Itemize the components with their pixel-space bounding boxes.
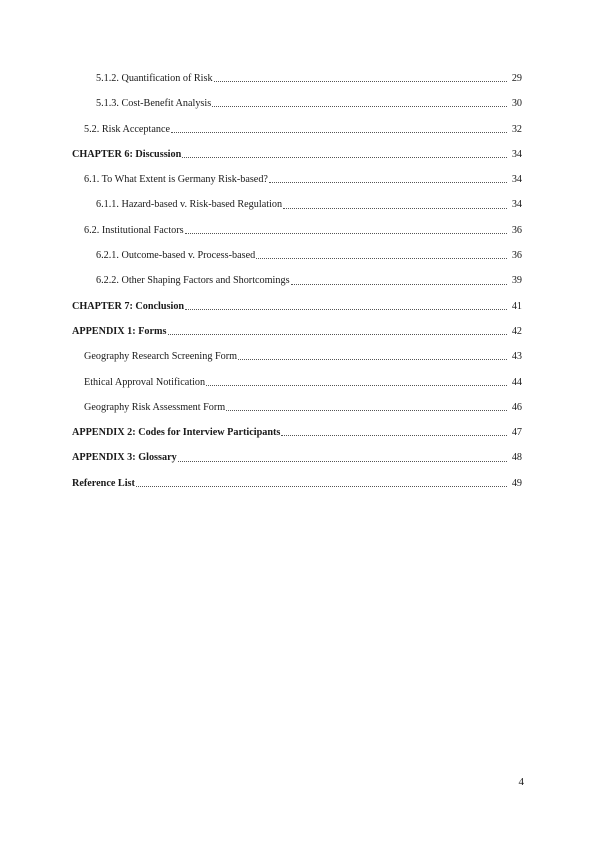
toc-leader-dots (185, 309, 507, 310)
toc-leader-dots (269, 182, 507, 183)
toc-entry-page: 29 (511, 73, 522, 84)
toc-entry-page: 46 (511, 401, 522, 413)
toc-leader-dots (168, 334, 507, 335)
toc-entry-title: Geography Risk Assessment Form (84, 401, 226, 413)
toc-entry[interactable] (72, 370, 522, 395)
toc-leader-dots (185, 233, 507, 234)
toc-entry-page: 42 (511, 325, 522, 337)
toc-entry[interactable] (72, 243, 522, 268)
toc-entry-page: 34 (511, 174, 522, 186)
toc-entry-title: 6.2.1. Outcome-based v. Process-based (96, 250, 256, 262)
toc-entry[interactable] (72, 91, 522, 116)
toc-entry-title: Geography Research Screening Form (84, 351, 238, 363)
toc-leader-dots (214, 81, 507, 82)
toc-leader-dots (256, 258, 507, 259)
toc-entry-page: 49 (511, 477, 522, 489)
toc-entry-title: CHAPTER 6: Discussion (72, 148, 182, 160)
toc-entry[interactable] (72, 167, 522, 192)
toc-leader-dots (212, 106, 507, 107)
toc-entry-title: Reference List (72, 477, 135, 489)
toc-entry-page: 34 (511, 199, 522, 211)
table-of-contents (72, 66, 522, 496)
toc-entry-page: 44 (511, 376, 522, 388)
toc-entry-page: 39 (511, 275, 522, 287)
toc-entry[interactable] (72, 192, 522, 217)
toc-entry-title: 6.1. To What Extent is Germany Risk-based? (84, 174, 268, 186)
toc-leader-dots (136, 486, 507, 487)
page-number: 4 (518, 776, 524, 788)
toc-entry[interactable] (72, 445, 522, 470)
toc-entry[interactable] (72, 319, 522, 344)
toc-entry-title: Ethical Approval Notification (84, 376, 206, 388)
toc-leader-dots (238, 359, 507, 360)
toc-entry-title: 6.1.1. Hazard-based v. Risk-based Regulation (96, 199, 283, 211)
toc-entry-title: APPENDIX 3: Glossary (72, 452, 177, 464)
toc-entry-title: CHAPTER 7: Conclusion (72, 300, 185, 312)
toc-entry-title: 6.2.2. Other Shaping Factors and Shortcomings (96, 275, 290, 287)
toc-entry[interactable] (72, 117, 522, 142)
toc-entry-title: APPENDIX 2: Codes for Interview Participants (72, 427, 281, 439)
toc-entry-title: 5.1.2. Quantification of Risk (96, 73, 213, 84)
toc-entry[interactable] (72, 395, 522, 420)
toc-leader-dots (171, 132, 507, 133)
toc-entry[interactable] (72, 344, 522, 369)
toc-entry-page: 47 (511, 427, 522, 439)
toc-leader-dots (226, 410, 507, 411)
toc-leader-dots (283, 208, 507, 209)
toc-entry-page: 43 (511, 351, 522, 363)
toc-entry[interactable] (72, 218, 522, 243)
toc-leader-dots (291, 284, 507, 285)
toc-entry[interactable] (72, 66, 522, 91)
toc-entry-page: 34 (511, 148, 522, 160)
toc-entry-title: APPENDIX 1: Forms (72, 325, 167, 337)
toc-entry[interactable] (72, 268, 522, 293)
toc-entry[interactable] (72, 420, 522, 445)
toc-entry-page: 36 (511, 250, 522, 262)
toc-entry-page: 41 (511, 300, 522, 312)
toc-entry-page: 36 (511, 224, 522, 236)
toc-leader-dots (182, 157, 507, 158)
toc-entry[interactable] (72, 142, 522, 167)
toc-entry-title: 6.2. Institutional Factors (84, 224, 184, 236)
toc-entry-page: 48 (511, 452, 522, 464)
toc-leader-dots (281, 435, 507, 436)
toc-entry-title: 5.1.3. Cost-Benefit Analysis (96, 98, 212, 110)
toc-entry-page: 30 (511, 98, 522, 110)
toc-leader-dots (206, 385, 507, 386)
toc-leader-dots (178, 461, 507, 462)
toc-entry[interactable] (72, 471, 522, 496)
toc-entry[interactable] (72, 294, 522, 319)
toc-entry-page: 32 (511, 123, 522, 135)
toc-entry-title: 5.2. Risk Acceptance (84, 123, 171, 135)
